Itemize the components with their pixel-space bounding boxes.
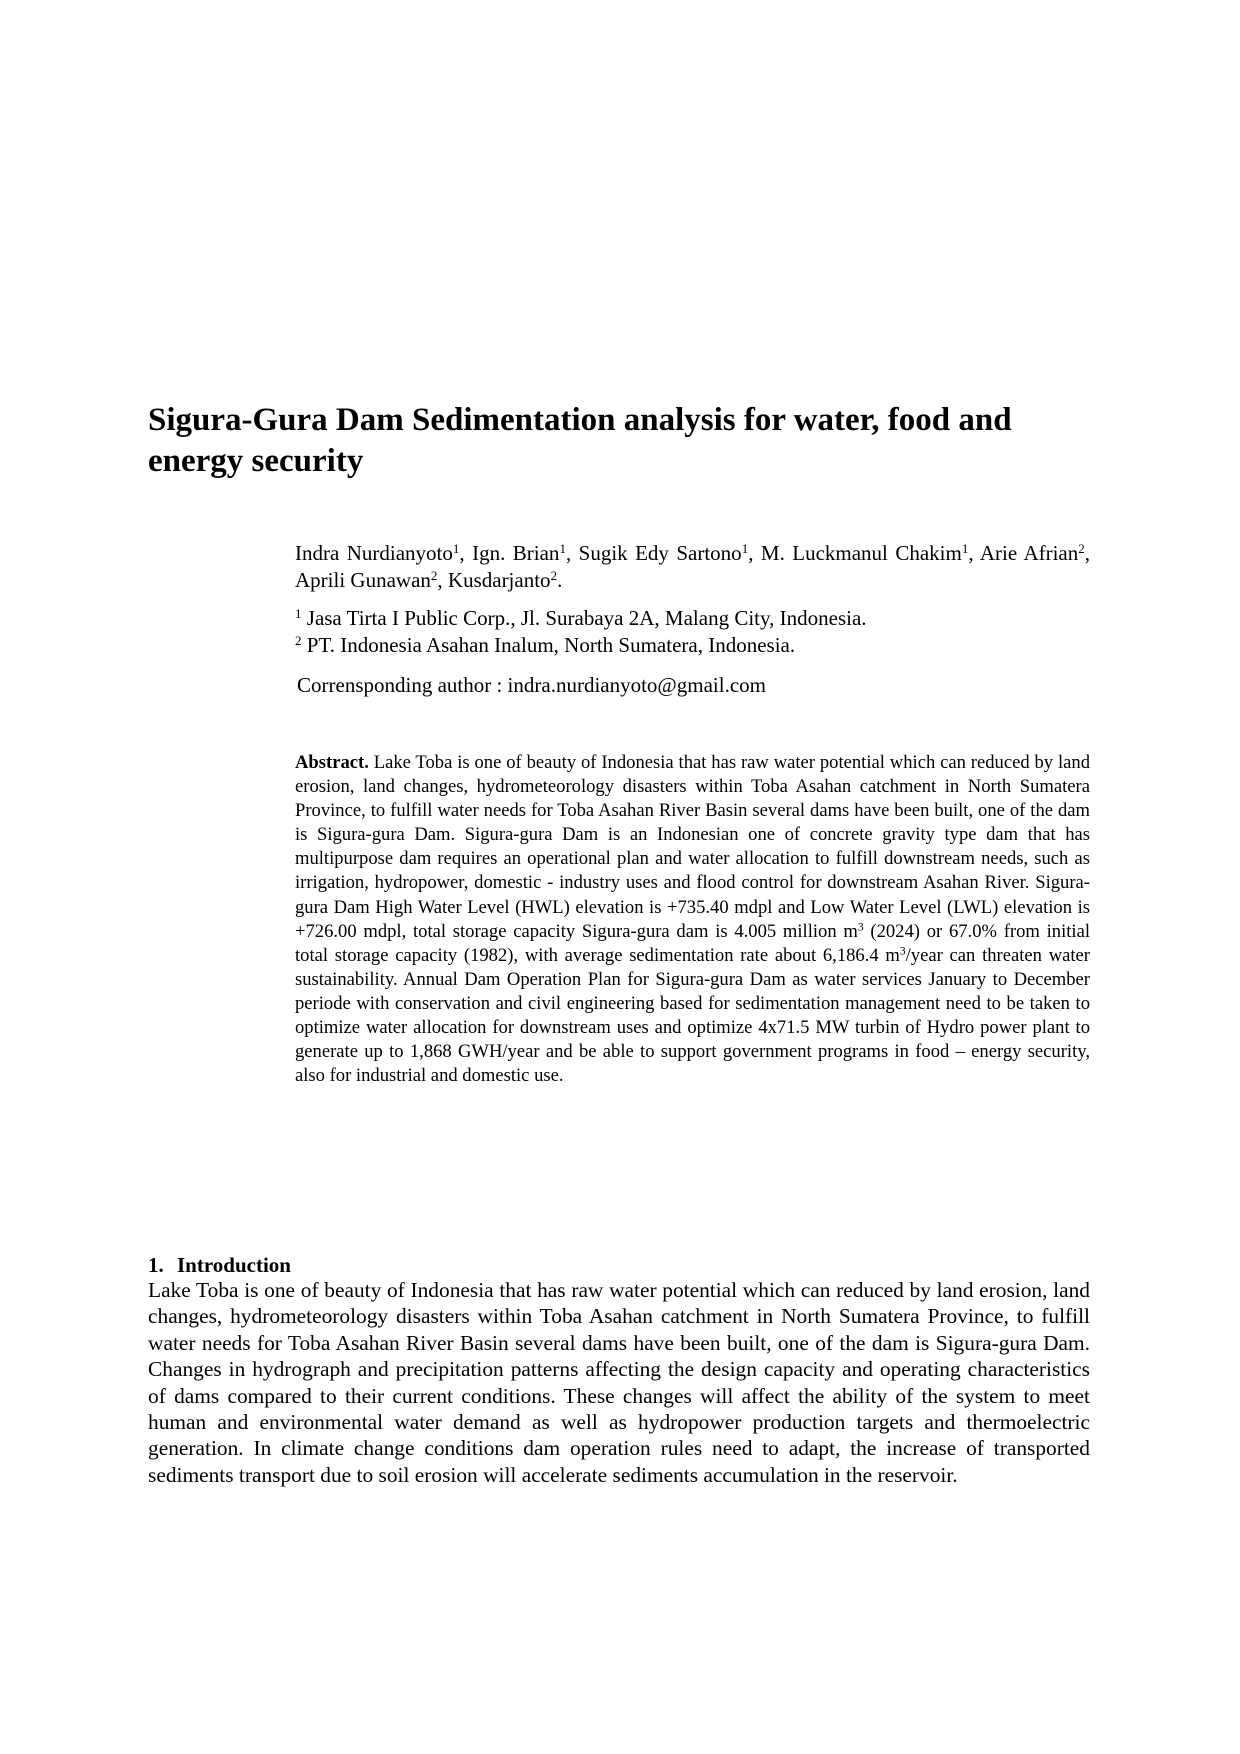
author-name: Sugik Edy Sartono (578, 541, 742, 565)
affiliation-1 (295, 605, 1095, 631)
abstract-text: (2024) or 67.0% from initial total storage capacity (1982), with average sedimentation rate about 6,186.4 m (295, 920, 1090, 966)
author-name: M. Luckmanul Chakim (760, 541, 962, 565)
author-name: Aprili Gunawan (295, 568, 431, 592)
abstract-label: Abstract. (295, 752, 369, 773)
author-separator: , (565, 541, 579, 565)
paper-title: Sigura-Gura Dam Sedimentation analysis for water, food and energy security (148, 402, 1012, 479)
author-affiliation-mark: 1 (961, 540, 969, 556)
author-name: Ign. Brian (472, 541, 560, 565)
author-separator: , (437, 568, 448, 592)
affiliation-text: PT. Indonesia Asahan Inalum, North Sumatera, Indonesia. (301, 633, 796, 657)
author-affiliation-mark: 1 (452, 540, 460, 556)
superscript-exponent: 3 (857, 921, 864, 934)
affiliation-mark: 2 (295, 632, 302, 648)
section-title: Introduction (177, 1253, 291, 1277)
author-list (295, 540, 1090, 594)
introduction-paragraph: Lake Toba is one of beauty of Indonesia that has raw water potential which can reduced by land erosion, land changes, hydrometeorology disasters within Toba Asahan catchment in North Sumatera Province, to fulfill water needs for Toba Asahan River Basin several dams have been built, one of the dam is Sigura-gura Dam. Changes in hydrograph and precipitation patterns affecting the design capacity and operating characteristics of dams compared to their current conditions. These changes will affect the ability of the system to meet human and environmental water demand as well as hydropower production targets and thermoelectric generation. In climate change conditions dam operation rules need to adapt, the increase of transported sediments transport due to soil erosion will accelerate sediments accumulation in the reservoir. (148, 1278, 1090, 1487)
affiliation-mark: 1 (295, 605, 302, 621)
author-affiliation-mark: 1 (741, 540, 749, 556)
abstract (295, 751, 1090, 1088)
affiliation-2 (295, 632, 1095, 658)
author-separator: , (968, 541, 980, 565)
author-affiliation-mark: 1 (559, 540, 566, 556)
author-separator: , (748, 541, 761, 565)
author-separator: . (557, 568, 563, 592)
section-number: 1. (148, 1253, 164, 1277)
section-heading-introduction (148, 1252, 291, 1278)
author-affiliation-mark: 2 (1078, 540, 1085, 556)
corresponding-author: Corrensponding author : indra.nurdianyoto@gmail.com (297, 673, 767, 697)
author-name: Kusdarjanto (447, 568, 551, 592)
author-affiliation-mark: 2 (550, 567, 558, 583)
author-separator: , (1084, 541, 1091, 565)
abstract-text: /year can threaten water sustainability. Annual Dam Operation Plan for Sigura-gura Dam as water services January to December periode with conservation and civil engineering based for sedimentation management need to be taken to optimize water allocation for downstream uses and optimize 4x71.5 MW turbin of Hydro power plant to generate up to 1,868 GWH/year and be able to support government programs in food – energy security, also for industrial and domestic use. (295, 944, 1090, 1087)
author-affiliation-mark: 2 (430, 567, 438, 583)
superscript-exponent: 3 (899, 945, 906, 958)
abstract-text: Lake Toba is one of beauty of Indonesia that has raw water potential which can reduced by land erosion, land changes, hydrometeorology disasters within Toba Asahan catchment in North Sumatera Province, to fulfill water needs for Toba Asahan River Basin several dams have been built, one of the dam is Sigura-gura Dam. Sigura-gura Dam is an Indonesian one of concrete gravity type dam that has multipurpose dam requires an operational plan and water allocation to fulfill downstream needs, such as irrigation, hydropower, domestic - industry uses and flood control for downstream Asahan River. Sigura-gura Dam High Water Level (HWL) elevation is +735.40 mdpl and Low Water Level (LWL) elevation is +726.00 mdpl, total storage capacity Sigura-gura dam is 4.005 million m (295, 752, 1090, 942)
author-separator: , (459, 541, 473, 565)
author-name: Arie Afrian (979, 541, 1079, 565)
affiliation-text: Jasa Tirta I Public Corp., Jl. Surabaya 2A, Malang City, Indonesia. (301, 606, 867, 630)
author-name: Indra Nurdianyoto (295, 541, 453, 565)
